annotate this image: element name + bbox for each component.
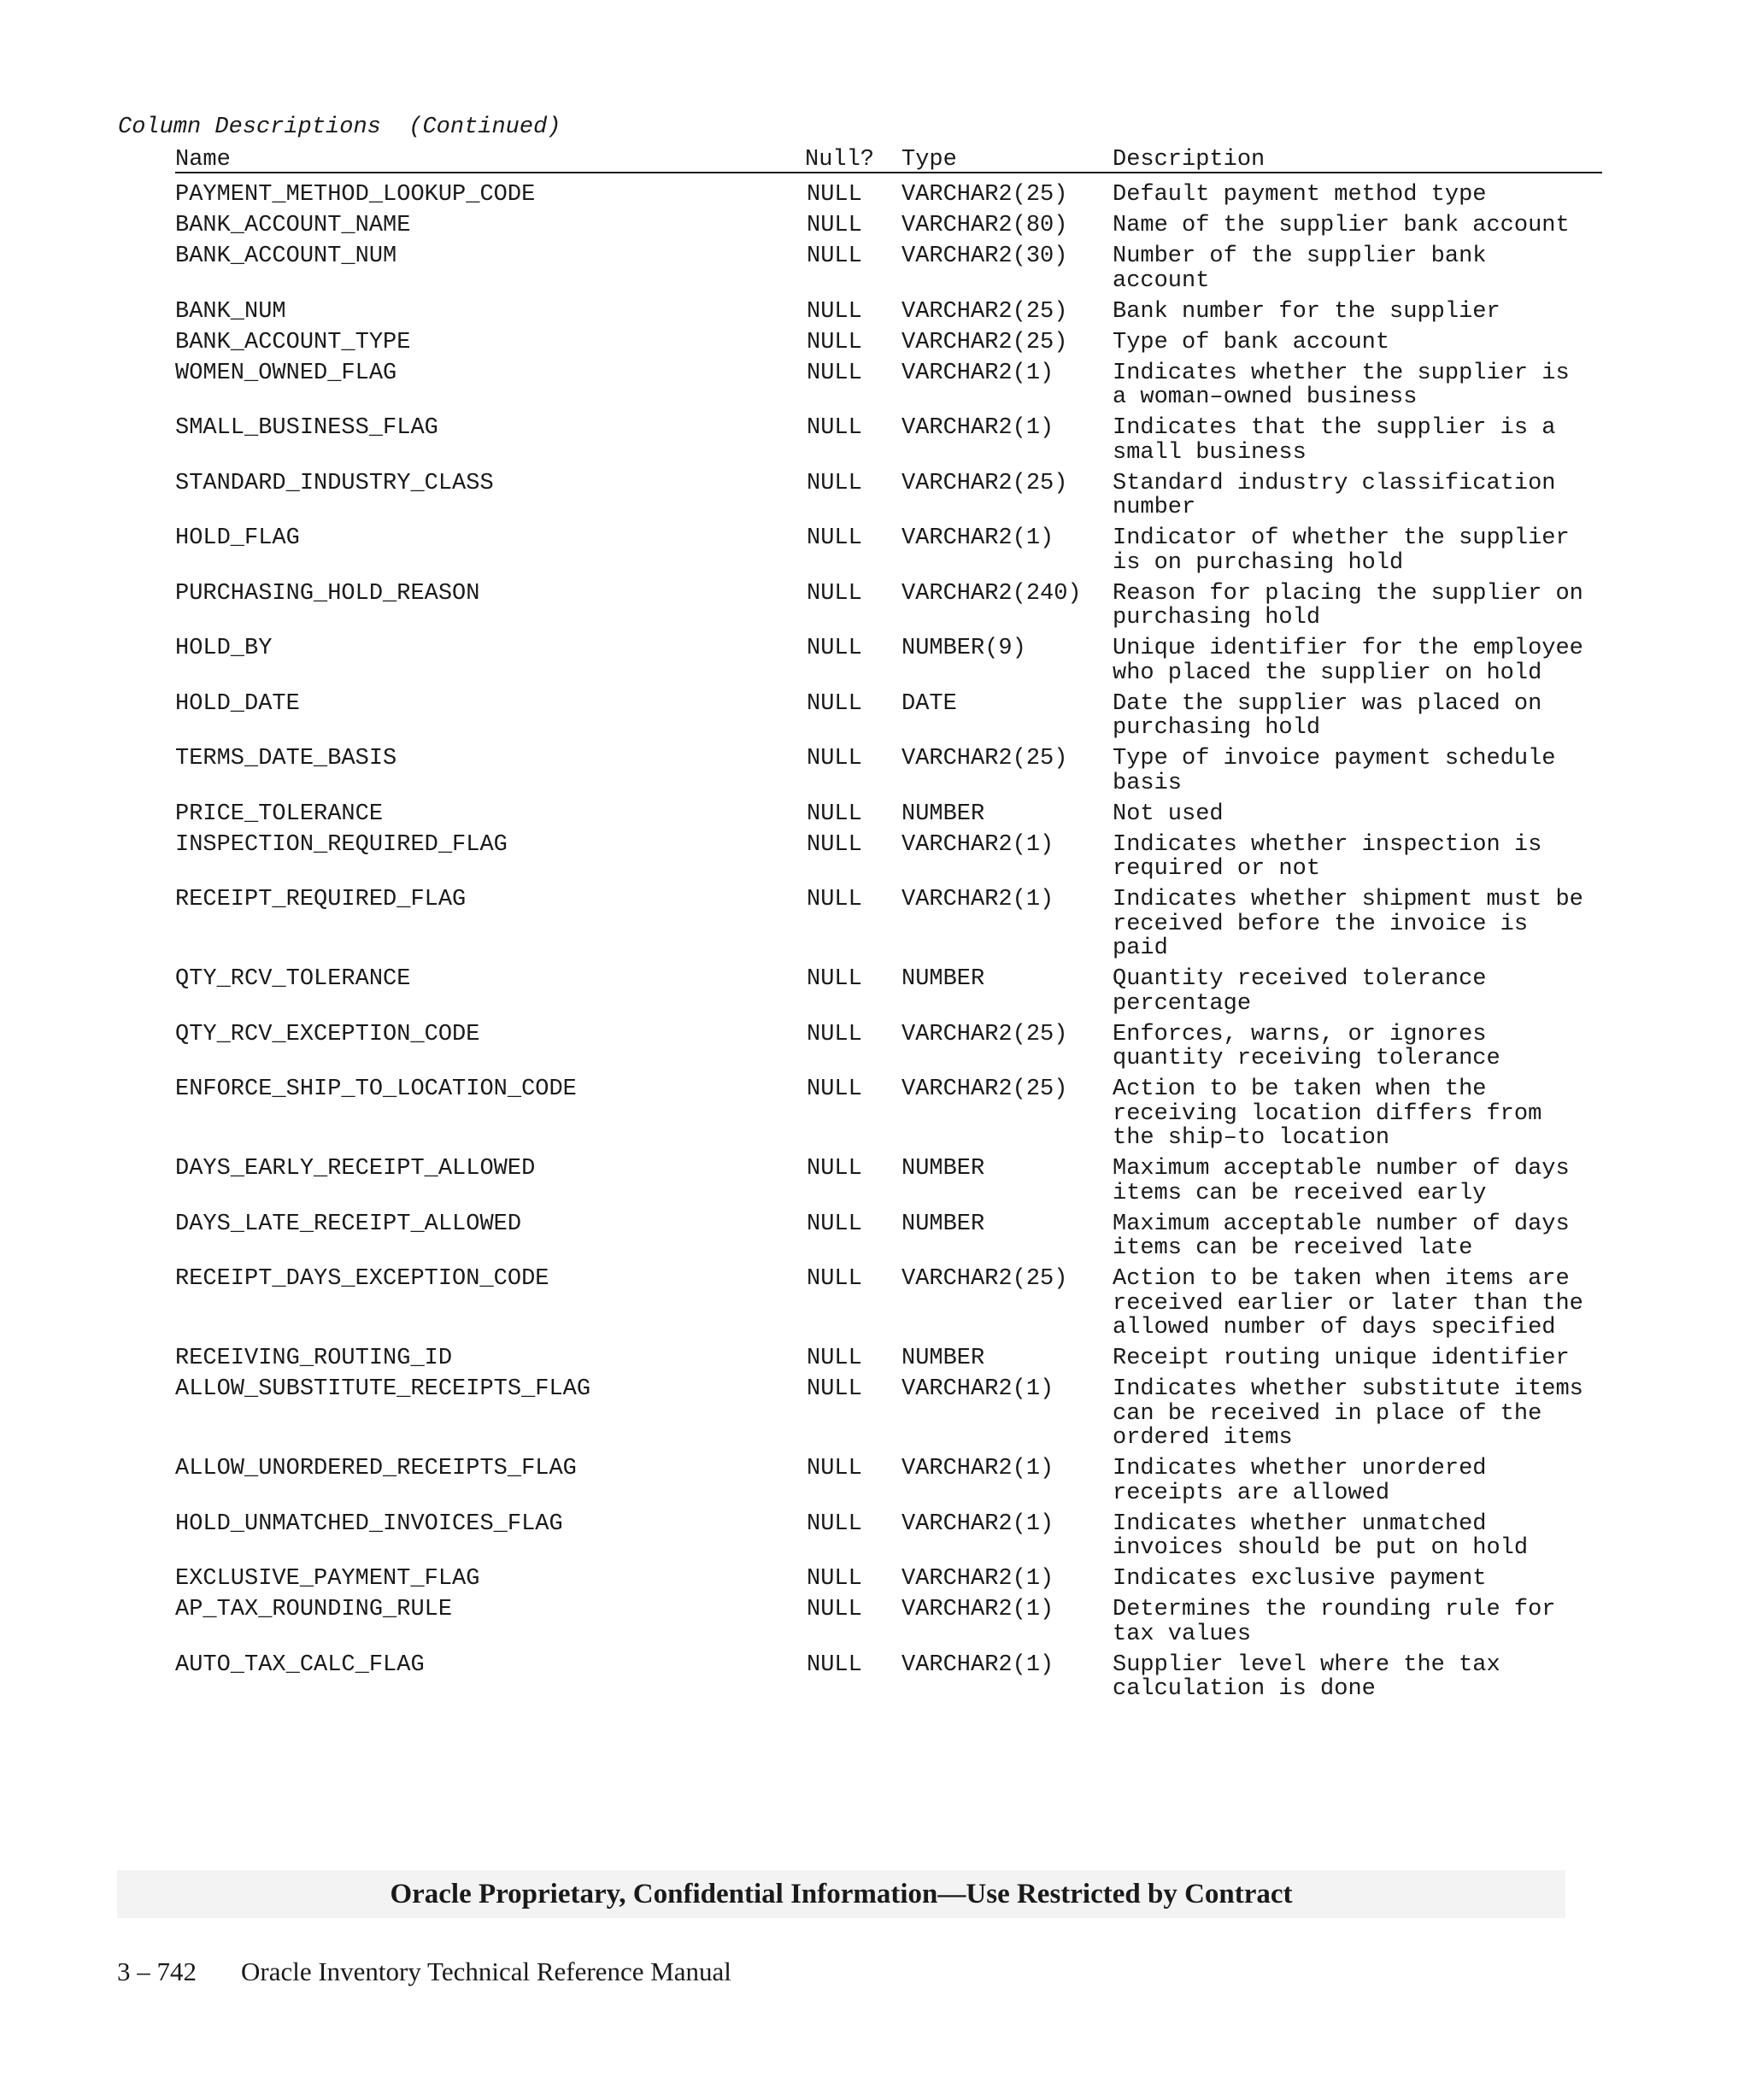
column-description: Number of the supplier bank account: [1113, 243, 1487, 294]
header-description: Description: [1113, 147, 1266, 173]
column-null: NULL: [807, 1346, 862, 1371]
table-row: [0, 692, 1750, 741]
header-null: Null?: [805, 147, 875, 173]
column-description: Indicates whether shipment must be received before the invoice is paid: [1113, 887, 1583, 961]
column-null: NULL: [807, 580, 862, 607]
column-type: NUMBER: [901, 1346, 985, 1371]
table-row: [0, 1346, 1750, 1371]
column-description-table: [0, 183, 1750, 1708]
table-row: [0, 1267, 1750, 1340]
column-name: BANK_ACCOUNT_NAME: [175, 213, 411, 238]
header-type: Type: [901, 147, 957, 173]
table-row: [0, 1023, 1750, 1071]
column-description: Type of bank account: [1113, 329, 1390, 355]
column-null: NULL: [807, 1156, 862, 1182]
column-null: NULL: [807, 213, 862, 238]
table-row: [0, 802, 1750, 827]
table-row: [0, 244, 1750, 293]
column-type: VARCHAR2(1): [901, 1651, 1054, 1678]
column-type: VARCHAR2(25): [901, 182, 1068, 208]
column-null: NULL: [807, 1566, 862, 1592]
page-number: 3 – 742: [117, 1956, 197, 1986]
column-null: NULL: [807, 801, 862, 827]
confidentiality-banner: Oracle Proprietary, Confidential Information––Use Restricted by Contract: [117, 1870, 1565, 1918]
column-type: VARCHAR2(25): [901, 329, 1068, 355]
column-name: TERMS_DATE_BASIS: [175, 746, 397, 771]
column-null: NULL: [807, 1211, 862, 1237]
table-row: [0, 1157, 1750, 1205]
column-name: SMALL_BUSINESS_FLAG: [175, 415, 438, 441]
column-type: DATE: [901, 690, 957, 717]
column-name: WOMEN_OWNED_FLAG: [175, 360, 397, 386]
column-null: NULL: [807, 966, 862, 992]
column-type: VARCHAR2(25): [901, 746, 1068, 771]
header-rule: [175, 172, 1602, 173]
column-description: Unique identifier for the employee who placed the supplier on hold: [1113, 636, 1583, 686]
column-description: Date the supplier was placed on purchasing hold: [1113, 690, 1542, 741]
column-type: VARCHAR2(1): [901, 525, 1054, 551]
column-type: VARCHAR2(1): [901, 831, 1054, 858]
column-description: Indicates whether inspection is required or not: [1113, 831, 1542, 882]
column-null: NULL: [807, 636, 862, 661]
column-description: Indicates whether unmatched invoices should be put on hold: [1113, 1510, 1529, 1561]
column-name: HOLD_BY: [175, 636, 273, 661]
column-description: Action to be taken when items are received earlier or later than the allowed number of days specified: [1113, 1266, 1583, 1340]
column-description: Indicates exclusive payment: [1113, 1566, 1487, 1592]
column-name: PRICE_TOLERANCE: [175, 801, 384, 827]
column-description: Indicates whether the supplier is a woman–owned business: [1113, 360, 1570, 410]
column-type: VARCHAR2(1): [901, 887, 1054, 912]
column-description: Quantity received tolerance percentage: [1113, 966, 1487, 1017]
column-type: VARCHAR2(25): [901, 1266, 1068, 1292]
table-row: [0, 1567, 1750, 1592]
column-description: Enforces, warns, or ignores quantity receiving tolerance: [1113, 1021, 1500, 1071]
column-description: Reason for placing the supplier on purchasing hold: [1113, 580, 1583, 631]
table-row: [0, 833, 1750, 882]
column-null: NULL: [807, 243, 862, 269]
column-type: VARCHAR2(30): [901, 243, 1068, 269]
column-null: NULL: [807, 182, 862, 208]
column-null: NULL: [807, 329, 862, 355]
column-type: VARCHAR2(1): [901, 1456, 1054, 1481]
column-null: NULL: [807, 746, 862, 771]
table-row: [0, 361, 1750, 410]
column-null: NULL: [807, 1651, 862, 1678]
column-name: INSPECTION_REQUIRED_FLAG: [175, 831, 508, 858]
column-name: AP_TAX_ROUNDING_RULE: [175, 1597, 453, 1622]
column-null: NULL: [807, 525, 862, 551]
column-description: Indicator of whether the supplier is on purchasing hold: [1113, 525, 1570, 576]
column-type: VARCHAR2(1): [901, 1566, 1054, 1592]
column-null: NULL: [807, 1510, 862, 1537]
table-row: [0, 300, 1750, 325]
column-name: QTY_RCV_EXCEPTION_CODE: [175, 1021, 480, 1047]
column-name: HOLD_FLAG: [175, 525, 300, 551]
column-type: VARCHAR2(1): [901, 360, 1054, 386]
column-name: DAYS_EARLY_RECEIPT_ALLOWED: [175, 1156, 536, 1182]
column-name: DAYS_LATE_RECEIPT_ALLOWED: [175, 1211, 522, 1237]
column-description: Action to be taken when the receiving location differs from the ship–to location: [1113, 1076, 1542, 1151]
column-type: VARCHAR2(25): [901, 1021, 1068, 1047]
column-type: VARCHAR2(25): [901, 298, 1068, 325]
column-name: EXCLUSIVE_PAYMENT_FLAG: [175, 1566, 480, 1592]
column-name: QTY_RCV_TOLERANCE: [175, 966, 411, 992]
table-row: [0, 582, 1750, 631]
column-type: VARCHAR2(25): [901, 470, 1068, 496]
column-null: NULL: [807, 1456, 862, 1481]
column-null: NULL: [807, 415, 862, 441]
column-type: VARCHAR2(80): [901, 213, 1068, 238]
column-name: BANK_ACCOUNT_NUM: [175, 243, 397, 269]
table-row: [0, 1598, 1750, 1646]
column-type: VARCHAR2(1): [901, 1376, 1054, 1402]
column-null: NULL: [807, 1266, 862, 1292]
column-description: Type of invoice payment schedule basis: [1113, 746, 1556, 796]
column-description: Indicates whether substitute items can be received in place of the ordered items: [1113, 1376, 1583, 1451]
column-description: Bank number for the supplier: [1113, 298, 1500, 325]
column-name: AUTO_TAX_CALC_FLAG: [175, 1651, 425, 1678]
table-row: [0, 636, 1750, 685]
column-description: Name of the supplier bank account: [1113, 213, 1570, 238]
column-type: NUMBER: [901, 1211, 985, 1237]
column-name: BANK_ACCOUNT_TYPE: [175, 329, 411, 355]
column-null: NULL: [807, 360, 862, 386]
table-row: [0, 1653, 1750, 1702]
column-description: Indicates that the supplier is a small business: [1113, 415, 1556, 466]
column-type: VARCHAR2(240): [901, 580, 1082, 607]
column-name: ALLOW_SUBSTITUTE_RECEIPTS_FLAG: [175, 1376, 591, 1402]
column-name: RECEIPT_REQUIRED_FLAG: [175, 887, 467, 912]
column-type: VARCHAR2(1): [901, 1510, 1054, 1537]
column-null: NULL: [807, 1076, 862, 1102]
column-null: NULL: [807, 298, 862, 325]
column-description: Standard industry classification number: [1113, 470, 1556, 520]
table-row: [0, 214, 1750, 238]
column-name: PAYMENT_METHOD_LOOKUP_CODE: [175, 182, 536, 208]
column-null: NULL: [807, 831, 862, 858]
column-description: Not used: [1113, 801, 1224, 827]
column-type: VARCHAR2(25): [901, 1076, 1068, 1102]
manual-title: Oracle Inventory Technical Reference Manual: [241, 1956, 731, 1986]
column-null: NULL: [807, 690, 862, 717]
table-row: [0, 1512, 1750, 1561]
table-row: [0, 1077, 1750, 1151]
column-name: HOLD_UNMATCHED_INVOICES_FLAG: [175, 1510, 563, 1537]
column-type: NUMBER: [901, 1156, 985, 1182]
table-row: [0, 967, 1750, 1016]
table-header: [0, 145, 1750, 174]
column-description: Supplier level where the tax calculation is done: [1113, 1651, 1500, 1702]
table-row: [0, 888, 1750, 961]
table-row: [0, 472, 1750, 520]
column-name: BANK_NUM: [175, 298, 286, 325]
column-description: Maximum acceptable number of days items can be received late: [1113, 1211, 1570, 1261]
column-type: VARCHAR2(1): [901, 1597, 1054, 1622]
column-name: RECEIPT_DAYS_EXCEPTION_CODE: [175, 1266, 549, 1292]
table-row: [0, 183, 1750, 208]
column-type: NUMBER: [901, 966, 985, 992]
column-null: NULL: [807, 1376, 862, 1402]
column-null: NULL: [807, 887, 862, 912]
column-description: Receipt routing unique identifier: [1113, 1346, 1570, 1371]
table-row: [0, 416, 1750, 465]
header-name: Name: [175, 147, 231, 173]
table-row: [0, 526, 1750, 575]
page-footer: [117, 1955, 731, 1989]
column-type: NUMBER(9): [901, 636, 1026, 661]
column-name: HOLD_DATE: [175, 690, 300, 717]
table-row: [0, 331, 1750, 355]
column-description: Determines the rounding rule for tax values: [1113, 1597, 1556, 1647]
table-row: [0, 747, 1750, 795]
column-name: PURCHASING_HOLD_REASON: [175, 580, 480, 607]
column-name: ALLOW_UNORDERED_RECEIPTS_FLAG: [175, 1456, 577, 1481]
table-row: [0, 1212, 1750, 1261]
column-name: ENFORCE_SHIP_TO_LOCATION_CODE: [175, 1076, 577, 1102]
column-description: Default payment method type: [1113, 182, 1487, 208]
column-name: RECEIVING_ROUTING_ID: [175, 1346, 453, 1371]
column-type: NUMBER: [901, 801, 985, 827]
column-type: VARCHAR2(1): [901, 415, 1054, 441]
column-description: Indicates whether unordered receipts are allowed: [1113, 1456, 1487, 1506]
table-caption: Column Descriptions (Continued): [118, 114, 561, 140]
column-description: Maximum acceptable number of days items can be received early: [1113, 1156, 1570, 1206]
table-row: [0, 1377, 1750, 1451]
column-null: NULL: [807, 1597, 862, 1622]
table-row: [0, 1457, 1750, 1505]
column-name: STANDARD_INDUSTRY_CLASS: [175, 470, 494, 496]
column-null: NULL: [807, 1021, 862, 1047]
column-null: NULL: [807, 470, 862, 496]
